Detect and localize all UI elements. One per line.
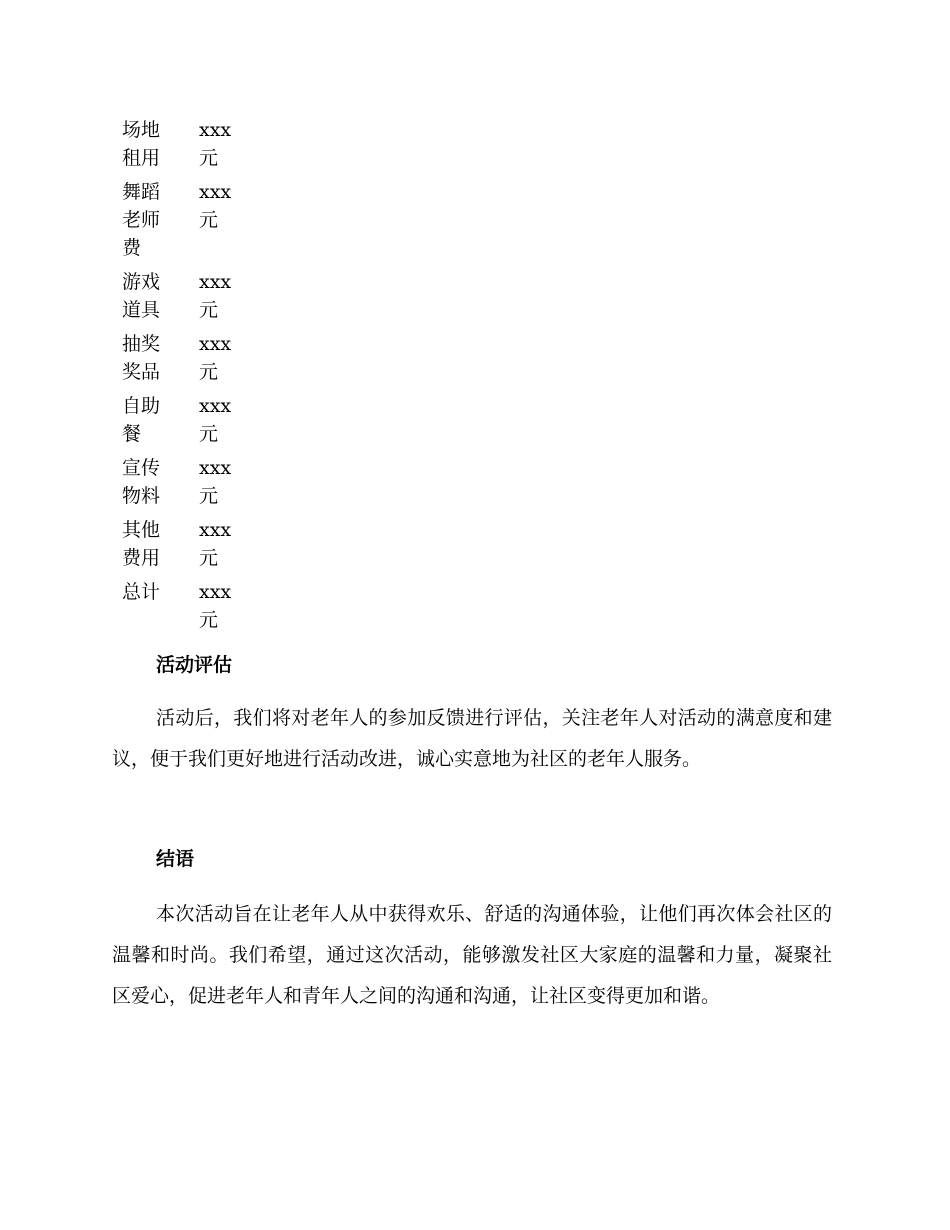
budget-cost: xxx元: [199, 271, 232, 321]
budget-item: 其他费用: [122, 519, 161, 569]
budget-cost: xxx元: [199, 395, 232, 445]
table-row: [112, 454, 239, 516]
budget-item: 场地租用: [122, 119, 161, 169]
budget-table: [112, 116, 239, 640]
evaluation-heading: 活动评估: [156, 654, 233, 676]
table-row: [112, 516, 239, 578]
evaluation-paragraph: 活动后，我们将对老年人的参加反馈进行评估，关注老年人对活动的满意度和建议，便于我们更好地进行活动改进，诚心实意地为社区的老年人服务。: [112, 707, 832, 770]
conclusion-heading: 结语: [156, 848, 195, 870]
table-row: [112, 330, 239, 392]
budget-cost: xxx元: [199, 581, 232, 631]
budget-item: 自助餐: [122, 395, 161, 445]
budget-cost: xxx元: [199, 457, 232, 507]
conclusion-paragraph: 本次活动旨在让老年人从中获得欢乐、舒适的沟通体验，让他们再次体会社区的温馨和时尚。我们希望，通过这次活动，能够激发社区大家庭的温馨和力量，凝聚社区爱心，促进老年人和青年人之间的沟通和沟通，让社区变得更加和谐。: [112, 903, 832, 1007]
table-row: [112, 178, 239, 268]
budget-cost: xxx元: [199, 519, 232, 569]
budget-item: 总计: [122, 581, 161, 603]
budget-cost: xxx元: [199, 333, 232, 383]
budget-item: 游戏道具: [122, 271, 161, 321]
budget-cost: xxx元: [199, 181, 232, 231]
table-row: [112, 392, 239, 454]
table-row: [112, 268, 239, 330]
table-row: [112, 578, 239, 640]
budget-item: 宣传物料: [122, 457, 161, 507]
table-row: [112, 116, 239, 178]
budget-item: 抽奖奖品: [122, 333, 161, 383]
budget-cost: xxx元: [199, 119, 232, 169]
budget-item: 舞蹈老师费: [122, 181, 161, 259]
